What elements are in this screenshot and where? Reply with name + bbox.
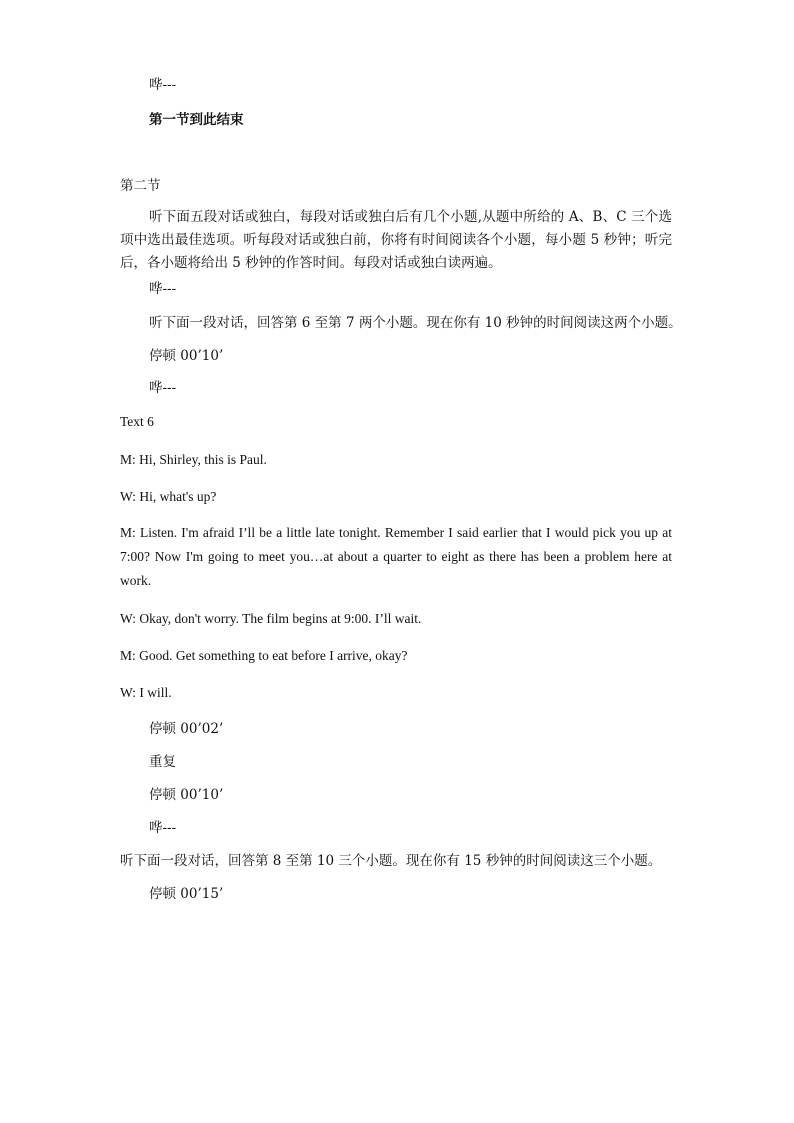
section-end-heading: 第一节到此结束 [149, 112, 244, 128]
dialogue-line: M: Hi, Shirley, this is Paul. [120, 452, 267, 467]
pause-cue: 停顿 00’15’ [149, 886, 224, 902]
pause-cue: 停顿 00’02’ [149, 721, 224, 737]
beep-cue: 哗--- [149, 380, 177, 396]
dialogue-line: M: Listen. I'm afraid I’ll be a little late tonight. Remember I said earlier that I would pick you up at 7:00? Now I'm going to meet you…at about a quarter to eight as there has been a problem here at work. [120, 525, 672, 588]
dialogue-intro: 听下面一段对话，回答第 8 至第 10 三个小题。现在你有 15 秒钟的时间阅读这三个小题。 [120, 853, 662, 869]
section-instructions: 听下面五段对话或独白，每段对话或独白后有几个小题,从题中所给的 A、B、C 三个选项中选出最佳选项。听每段对话或独白前，你将有时间阅读各个小题，每小题 5 秒钟；听完后，各小题将给出 5 秒钟的作答时间。每段对话或独白读两遍。 [120, 209, 672, 271]
beep-cue: 哗--- [149, 281, 177, 297]
beep-cue: 哗--- [149, 820, 177, 836]
pause-cue: 停顿 00’10’ [149, 787, 224, 803]
dialogue-line: W: I will. [120, 685, 172, 700]
text-title: Text 6 [120, 414, 154, 429]
dialogue-line: M: Good. Get something to eat before I arrive, okay? [120, 648, 408, 663]
repeat-cue: 重复 [149, 754, 176, 770]
pause-cue: 停顿 00’10’ [149, 348, 224, 364]
dialogue-line: W: Okay, don't worry. The film begins at 9:00. I’ll wait. [120, 611, 422, 626]
dialogue-line: W: Hi, what's up? [120, 489, 217, 504]
section-title: 第二节 [120, 178, 161, 194]
beep-cue: 哗--- [149, 77, 177, 93]
dialogue-intro: 听下面一段对话，回答第 6 至第 7 两个小题。现在你有 10 秒钟的时间阅读这两个小题。 [149, 315, 682, 331]
